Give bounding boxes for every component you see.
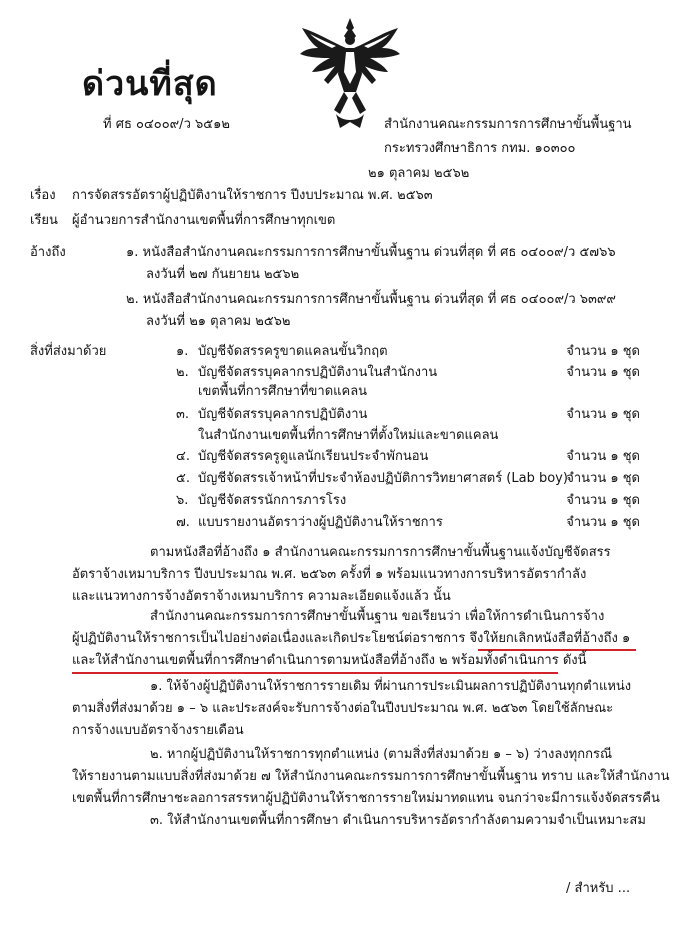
subject-label: เรื่อง <box>30 188 56 203</box>
reference-item: ๒. หนังสือสำนักงานคณะกรรมการการศึกษาขั้นพื้นฐาน ด่วนที่สุด ที่ ศธ ๐๔๐๐๙/ว ๖๓๙๙ <box>126 292 616 307</box>
body-paragraph-line: และให้สำนักงานเขตพื้นที่การศึกษาดำเนินการตามหนังสือที่อ้างถึง ๒ พร้อมทั้งดำเนินการ ดังนี้ <box>72 653 587 668</box>
reference-item-date: ลงวันที่ ๒๑ ตุลาคม ๒๕๖๒ <box>146 314 291 329</box>
attachment-item <box>30 406 640 423</box>
body-paragraph-line: ตามหนังสือที่อ้างถึง ๑ สำนักงานคณะกรรมการการศึกษาขั้นพื้นฐานแจ้งบัญชีจัดสรร <box>150 545 611 560</box>
garuda-emblem-icon <box>296 14 404 132</box>
body-paragraph-line: และแนวทางการจ้างอัตราจ้างเหมาบริการ ความละเอียดแจ้งแล้ว นั้น <box>72 589 451 604</box>
body-item-line: ให้รายงานตามแบบสิ่งที่ส่งมาด้วย ๗ ให้สำนักงานคณะกรรมการการศึกษาขั้นพื้นฐาน ทราบ และให้สำนักงาน <box>72 769 670 784</box>
attachment-text: บัญชีจัดสรรบุคลากรปฏิบัติงานในสำนักงาน <box>198 365 438 380</box>
attachment-text: บัญชีจัดสรรบุคลากรปฏิบัติงาน <box>198 407 368 422</box>
references-label: อ้างถึง <box>30 245 66 260</box>
attachment-quantity: จำนวน ๑ ชุด <box>566 365 640 380</box>
attachment-text: บัญชีจัดสรรนักการภารโรง <box>198 493 347 508</box>
attachment-quantity: จำนวน ๑ ชุด <box>566 407 640 422</box>
attachment-number: ๓. <box>176 407 190 422</box>
body-item-line: การจ้างแบบอัตราจ้างรายเดือน <box>72 723 244 738</box>
body-item-line: ตามสิ่งที่ส่งมาด้วย ๑ – ๖ และประสงค์จะรับการจ้างต่อในปีงบประมาณ พ.ศ. ๒๕๖๓ โดยใช้ลักษณะ <box>72 701 614 716</box>
body-item-line: ๑. ให้จ้างผู้ปฏิบัติงานให้ราชการรายเดิม ที่ผ่านการประเมินผลการปฏิบัติงานทุกตำแหน่ง <box>150 679 632 694</box>
attachment-quantity: จำนวน ๑ ชุด <box>566 344 640 359</box>
body-paragraph-line: สำนักงานคณะกรรมการการศึกษาขั้นพื้นฐาน ขอเรียนว่า เพื่อให้การดำเนินการจ้าง <box>150 609 605 624</box>
body-item-line: ๒. หากผู้ปฏิบัติงานให้ราชการทุกตำแหน่ง (ตามสิ่งที่ส่งมาด้วย ๑ – ๖) ว่างลงทุกกรณี <box>150 747 613 762</box>
body-paragraph-line: อัตราจ้างเหมาบริการ ปีงบประมาณ พ.ศ. ๒๕๖๓ ครั้งที่ ๑ พร้อมแนวทางการบริหารอัตรากำลัง <box>72 567 587 582</box>
attachment-number: ๒. <box>176 365 189 380</box>
attachment-quantity: จำนวน ๑ ชุด <box>566 493 640 508</box>
body-paragraph-line: ผู้ปฏิบัติงานให้ราชการเป็นไปอย่างต่อเนื่องและเกิดประโยชน์ต่อราชการ จึงให้ยกเลิกหนังสือที่อ้างถึง ๑ <box>72 631 631 646</box>
recipient-text: ผู้อำนวยการสำนักงานเขตพื้นที่การศึกษาทุกเขต <box>72 213 336 228</box>
recipient-label: เรียน <box>30 213 58 228</box>
attachment-item <box>30 514 640 531</box>
reference-item: ๑. หนังสือสำนักงานคณะกรรมการการศึกษาขั้นพื้นฐาน ด่วนที่สุด ที่ ศธ ๐๔๐๐๙/ว ๕๗๖๖ <box>126 245 616 260</box>
attachments-label: สิ่งที่ส่งมาด้วย <box>30 344 107 359</box>
body-item-line: เขตพื้นที่การศึกษาชะลอการสรรหาผู้ปฏิบัติงานให้ราชการรายใหม่มาทดแทน จนกว่าจะมีการแจ้งจัดสรรคืน <box>72 791 660 806</box>
attachment-quantity: จำนวน ๑ ชุด <box>566 515 640 530</box>
attachment-text-continued: ในสำนักงานเขตพื้นที่การศึกษาที่ตั้งใหม่และขาดแคลน <box>198 428 499 443</box>
urgency-label: ด่วนที่สุด <box>82 64 218 104</box>
attachment-number: ๗. <box>176 515 190 530</box>
attachment-item <box>30 448 640 465</box>
attachment-number: ๕. <box>176 471 190 486</box>
attachment-text: แบบรายงานอัตราว่างผู้ปฏิบัติงานให้ราชการ <box>198 515 443 530</box>
page-continuation: / สำหรับ ... <box>566 881 631 896</box>
agency-address: กระทรวงศึกษาธิการ กทม. ๑๐๓๐๐ <box>384 141 576 156</box>
attachment-number: ๖. <box>176 493 189 508</box>
attachment-number: ๔. <box>176 449 190 464</box>
attachment-quantity: จำนวน ๑ ชุด <box>566 449 640 464</box>
attachment-text: บัญชีจัดสรรเจ้าหน้าที่ประจำห้องปฏิบัติการวิทยาศาสตร์ (Lab boy) <box>198 471 568 486</box>
agency-name: สำนักงานคณะกรรมการการศึกษาขั้นพื้นฐาน <box>384 117 632 132</box>
attachment-item <box>30 470 640 487</box>
attachment-item <box>30 492 640 509</box>
body-item-line: ๓. ให้สำนักงานเขตพื้นที่การศึกษา ดำเนินการบริหารอัตรากำลังตามความจำเป็นเหมาะสม <box>150 813 646 828</box>
attachment-item <box>30 343 640 360</box>
letter-date: ๒๑ ตุลาคม ๒๕๖๒ <box>368 166 470 181</box>
subject-text: การจัดสรรอัตราผู้ปฏิบัติงานให้ราชการ ปีงบประมาณ พ.ศ. ๒๕๖๓ <box>72 188 433 203</box>
red-highlight-underline <box>72 672 558 674</box>
attachment-item <box>30 364 640 381</box>
attachment-number: ๑. <box>176 344 189 359</box>
attachment-quantity: จำนวน ๑ ชุด <box>566 471 640 486</box>
attachment-text: บัญชีจัดสรรครูขาดแคลนขั้นวิกฤต <box>198 344 388 359</box>
attachment-text-continued: เขตพื้นที่การศึกษาที่ขาดแคลน <box>198 384 368 399</box>
red-highlight-underline <box>478 649 636 651</box>
reference-item-date: ลงวันที่ ๒๗ กันยายน ๒๕๖๒ <box>146 267 300 282</box>
document-number: ที่ ศธ ๐๔๐๐๙/ว ๖๕๑๒ <box>103 117 230 132</box>
attachment-text: บัญชีจัดสรรครูดูแลนักเรียนประจำพักนอน <box>198 449 429 464</box>
